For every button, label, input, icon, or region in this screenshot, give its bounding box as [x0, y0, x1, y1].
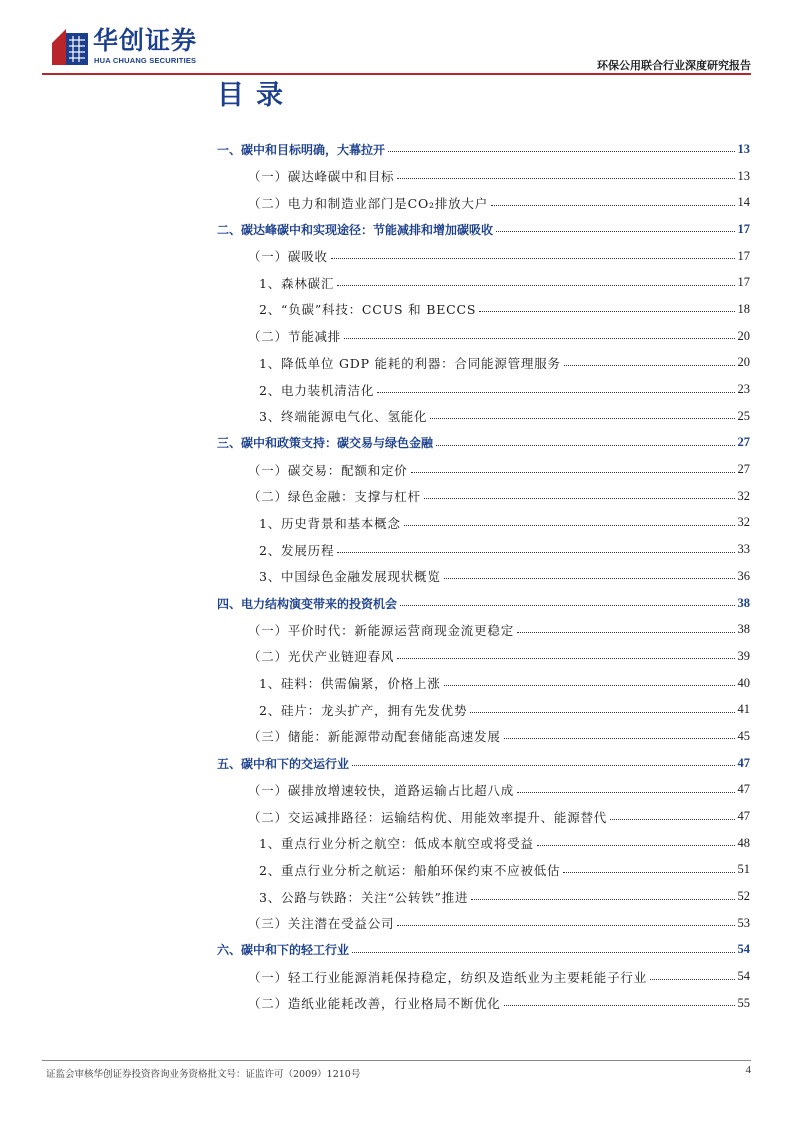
- toc-entry-page: 40: [737, 675, 750, 690]
- toc-entry-page: 47: [737, 782, 750, 797]
- toc-entry-title: （三）关注潜在受益公司: [248, 916, 395, 932]
- toc-entry[interactable]: [217, 189, 750, 216]
- toc-entry-page: 23: [737, 382, 750, 397]
- toc-entry-title: 四、电力结构演变带来的投资机会: [217, 596, 398, 611]
- toc-entry[interactable]: [217, 750, 750, 777]
- toc-entry-title: 二、碳达峰碳中和实现途径：节能减排和增加碳吸收: [217, 222, 494, 237]
- toc-entry-title: 2、电力装机清洁化: [259, 382, 375, 398]
- toc-leader-dots: [537, 845, 735, 846]
- toc-entry-title: （一）碳吸收: [248, 249, 328, 265]
- toc-entry-title: 一、碳中和目标明确，大幕拉开: [217, 142, 386, 157]
- toc-heading: 目录: [217, 80, 295, 111]
- toc-entry[interactable]: [217, 350, 750, 377]
- toc-entry[interactable]: [217, 910, 750, 937]
- toc-leader-dots: [344, 338, 734, 339]
- toc-leader-dots: [491, 205, 734, 206]
- toc-entry-title: 三、碳中和政策支持：碳交易与绿色金融: [217, 436, 434, 451]
- toc-entry-title: 2、“负碳”科技：CCUS 和 BECCS: [259, 302, 477, 318]
- toc-entry-page: 13: [737, 168, 750, 183]
- toc-entry-page: 18: [737, 301, 750, 316]
- toc-leader-dots: [397, 925, 734, 926]
- toc-entry[interactable]: [217, 243, 750, 270]
- toc-entry[interactable]: [217, 777, 750, 804]
- toc-leader-dots: [352, 952, 734, 953]
- toc-entry-page: 20: [737, 328, 750, 343]
- toc-leader-dots: [504, 738, 735, 739]
- toc-leader-dots: [496, 231, 734, 232]
- toc-leader-dots: [424, 498, 735, 499]
- toc-entry-page: 20: [737, 355, 750, 370]
- toc-entry-page: 36: [737, 568, 750, 583]
- toc-entry[interactable]: [217, 163, 750, 190]
- toc-entry-page: 27: [737, 462, 750, 477]
- toc-entry-title: 2、重点行业分析之航运：船舶环保约束不应被低估: [259, 862, 561, 878]
- toc-leader-dots: [397, 178, 734, 179]
- toc-entry[interactable]: [217, 616, 750, 643]
- toc-leader-dots: [430, 418, 734, 419]
- toc-entry-page: 27: [737, 435, 750, 450]
- toc-leader-dots: [444, 685, 735, 686]
- toc-entry-page: 38: [737, 595, 750, 610]
- toc-entry[interactable]: [217, 723, 750, 750]
- toc-leader-dots: [563, 872, 734, 873]
- toc-entry-title: （二）光伏产业链迎春风: [248, 649, 395, 665]
- toc-leader-dots: [331, 258, 735, 259]
- table-of-contents: [217, 136, 750, 1017]
- toc-leader-dots: [388, 151, 734, 152]
- toc-entry[interactable]: [217, 136, 750, 163]
- toc-entry[interactable]: [217, 803, 750, 830]
- toc-leader-dots: [564, 365, 735, 366]
- company-logo-icon: [52, 29, 88, 65]
- toc-entry-page: 53: [737, 915, 750, 930]
- toc-entry-page: 39: [737, 648, 750, 663]
- toc-entry-title: 1、历史背景和基本概念: [259, 515, 401, 531]
- toc-entry[interactable]: [217, 536, 750, 563]
- toc-leader-dots: [479, 311, 734, 312]
- toc-leader-dots: [610, 819, 734, 820]
- toc-entry[interactable]: [217, 857, 750, 884]
- toc-entry-title: （二）造纸业能耗改善，行业格局不断优化: [248, 996, 501, 1012]
- toc-leader-dots: [471, 899, 734, 900]
- toc-leader-dots: [470, 712, 734, 713]
- toc-entry[interactable]: [217, 376, 750, 403]
- toc-leader-dots: [352, 765, 734, 766]
- toc-entry-title: （二）绿色金融：支撑与杠杆: [248, 489, 421, 505]
- toc-entry-page: 25: [737, 408, 750, 423]
- toc-entry[interactable]: [217, 963, 750, 990]
- toc-entry-page: 41: [737, 702, 750, 717]
- toc-entry-title: （一）碳排放增速较快，道路运输占比超八成: [248, 782, 515, 798]
- company-logo-name: 华创证券: [93, 26, 198, 55]
- footer-license-text: 证监会审核华创证券投资咨询业务资格批文号：证监许可（2009）1210号: [46, 1069, 361, 1080]
- toc-entry-page: 45: [737, 728, 750, 743]
- toc-entry[interactable]: [217, 990, 750, 1017]
- toc-entry-page: 54: [737, 942, 750, 957]
- toc-entry[interactable]: [217, 403, 750, 430]
- toc-entry-title: （一）轻工行业能源消耗保持稳定，纺织及造纸业为主要耗能子行业: [248, 969, 648, 985]
- toc-entry-page: 32: [737, 488, 750, 503]
- toc-leader-dots: [397, 658, 734, 659]
- toc-leader-dots: [517, 792, 734, 793]
- toc-entry-title: 1、硅料：供需偏紧，价格上涨: [259, 676, 441, 692]
- toc-entry-title: 3、中国绿色金融发展现状概览: [259, 569, 441, 585]
- toc-entry-page: 54: [737, 969, 750, 984]
- toc-entry-title: 2、发展历程: [259, 542, 335, 558]
- toc-entry[interactable]: [217, 510, 750, 537]
- toc-leader-dots: [436, 445, 734, 446]
- toc-leader-dots: [504, 1005, 735, 1006]
- toc-entry-page: 17: [737, 275, 750, 290]
- toc-entry-page: 13: [737, 141, 750, 156]
- toc-entry-page: 48: [737, 835, 750, 850]
- toc-leader-dots: [377, 392, 734, 393]
- toc-entry-title: 五、碳中和下的交运行业: [217, 756, 350, 771]
- report-title: 环保公用联合行业深度研究报告: [597, 59, 751, 72]
- toc-entry[interactable]: [217, 590, 750, 617]
- toc-entry-title: 六、碳中和下的轻工行业: [217, 943, 350, 958]
- toc-entry-title: （一）平价时代：新能源运营商现金流更稳定: [248, 622, 515, 638]
- toc-entry[interactable]: [217, 643, 750, 670]
- toc-entry-title: 3、终端能源电气化、氢能化: [259, 409, 428, 425]
- toc-entry-title: （二）交运减排路径：运输结构优、用能效率提升、能源替代: [248, 809, 608, 825]
- toc-entry-page: 47: [737, 809, 750, 824]
- company-logo-english: HUA CHUANG SECURITIES: [94, 56, 197, 65]
- toc-entry[interactable]: [217, 296, 750, 323]
- toc-entry-page: 17: [737, 221, 750, 236]
- toc-leader-dots: [411, 472, 735, 473]
- toc-entry-title: 1、重点行业分析之航空：低成本航空或将受益: [259, 836, 534, 852]
- toc-entry-title: （一）碳达峰碳中和目标: [248, 169, 395, 185]
- footer-divider: [42, 1060, 751, 1061]
- toc-entry[interactable]: [217, 563, 750, 590]
- toc-entry-title: 3、公路与铁路：关注“公转铁”推进: [259, 889, 469, 905]
- toc-entry-title: 1、森林碳汇: [259, 275, 335, 291]
- toc-leader-dots: [400, 605, 734, 606]
- toc-entry[interactable]: [217, 830, 750, 857]
- toc-leader-dots: [337, 285, 734, 286]
- page-header: [0, 0, 793, 76]
- toc-entry-page: 17: [737, 248, 750, 263]
- toc-entry[interactable]: [217, 269, 750, 296]
- toc-entry-page: 14: [737, 195, 750, 210]
- toc-entry-title: 2、硅片：龙头扩产，拥有先发优势: [259, 702, 468, 718]
- toc-entry[interactable]: [217, 216, 750, 243]
- toc-leader-dots: [444, 578, 735, 579]
- toc-entry-page: 38: [737, 622, 750, 637]
- toc-entry-title: 1、降低单位 GDP 能耗的利器：合同能源管理服务: [259, 355, 561, 371]
- toc-entry[interactable]: [217, 696, 750, 723]
- toc-leader-dots: [650, 979, 734, 980]
- toc-entry[interactable]: [217, 456, 750, 483]
- toc-entry-page: 33: [737, 542, 750, 557]
- toc-entry[interactable]: [217, 430, 750, 457]
- toc-entry-title: （一）碳交易：配额和定价: [248, 462, 408, 478]
- toc-entry[interactable]: [217, 483, 750, 510]
- toc-entry[interactable]: [217, 937, 750, 964]
- toc-entry[interactable]: [217, 323, 750, 350]
- toc-entry-page: 32: [737, 515, 750, 530]
- toc-entry-title: （二）电力和制造业部门是CO₂排放大户: [248, 195, 489, 211]
- toc-entry-page: 55: [737, 995, 750, 1010]
- toc-entry-page: 51: [737, 862, 750, 877]
- toc-leader-dots: [404, 525, 735, 526]
- toc-leader-dots: [337, 552, 734, 553]
- header-divider: [42, 73, 751, 75]
- toc-entry-page: 52: [737, 889, 750, 904]
- toc-leader-dots: [517, 632, 734, 633]
- toc-entry[interactable]: [217, 670, 750, 697]
- toc-entry-page: 47: [737, 755, 750, 770]
- toc-entry-title: （三）储能：新能源带动配套储能高速发展: [248, 729, 501, 745]
- toc-entry[interactable]: [217, 883, 750, 910]
- page-number: 4: [745, 1064, 751, 1076]
- toc-entry-title: （二）节能减排: [248, 329, 342, 345]
